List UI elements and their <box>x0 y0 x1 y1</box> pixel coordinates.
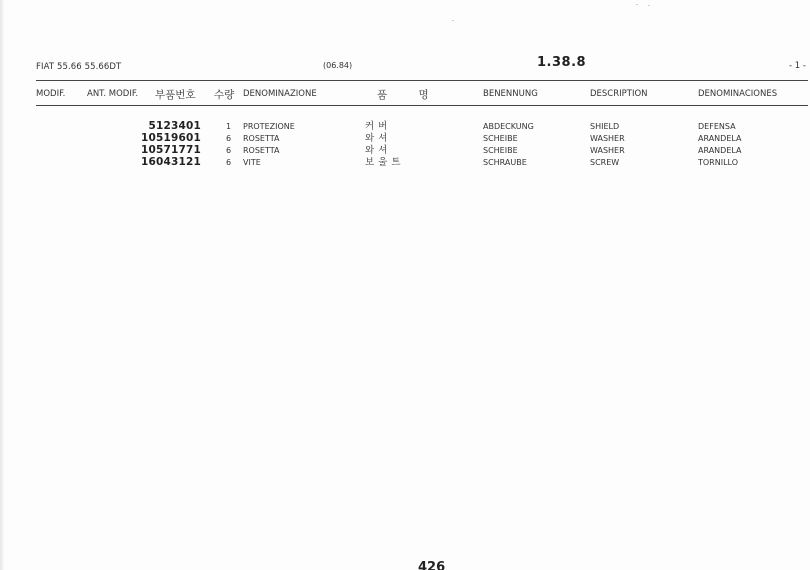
english-name: WASHER <box>590 146 625 155</box>
part-number: 16043121 <box>140 156 201 168</box>
part-number: 5123401 <box>148 120 201 132</box>
col-header-part-number: 부품번호 <box>155 89 196 101</box>
table-row <box>0 121 810 132</box>
scan-speck <box>648 5 650 6</box>
page-edge <box>0 0 4 570</box>
german-name: ABDECKUNG <box>483 122 534 131</box>
model-title: FIAT 55.66 55.66DT <box>36 62 122 72</box>
spanish-name: TORNILLO <box>698 158 739 167</box>
german-name: SCHEIBE <box>483 134 518 143</box>
english-name: SCREW <box>590 158 620 167</box>
english-name: WASHER <box>590 134 625 143</box>
section-number: 1.38.8 <box>537 55 587 70</box>
col-header-quantity: 수량 <box>214 89 235 101</box>
korean-name: 와셔 <box>365 145 392 156</box>
col-header-english: DESCRIPTION <box>590 89 648 99</box>
col-header-german: BENENNUNG <box>483 89 538 99</box>
italian-name: ROSETTA <box>243 146 280 155</box>
footer-page-mark: 426 <box>418 560 446 570</box>
korean-name: 와셔 <box>365 133 392 144</box>
scan-speck <box>636 4 638 5</box>
col-header-ant-modif: ANT. MODIF. <box>87 89 139 99</box>
quantity: 1 <box>226 122 232 131</box>
italian-name: PROTEZIONE <box>243 122 295 131</box>
table-row <box>0 157 810 168</box>
scan-speck <box>452 20 454 21</box>
spanish-name: DEFENSA <box>698 122 736 131</box>
header-bottom-rule <box>36 105 808 106</box>
col-header-italian: DENOMINAZIONE <box>243 89 317 99</box>
table-row <box>0 145 810 156</box>
korean-name: 보울트 <box>365 157 405 168</box>
spanish-name: ARANDELA <box>698 134 742 143</box>
spanish-name: ARANDELA <box>698 146 742 155</box>
page-number: - 1 - <box>789 61 806 71</box>
quantity: 6 <box>226 158 232 167</box>
col-header-modif: MODIF. <box>36 89 66 99</box>
english-name: SHIELD <box>590 122 620 131</box>
col-header-spanish: DENOMINACIONES <box>698 89 778 99</box>
part-number: 10571771 <box>140 144 201 156</box>
edition-date: (06.84) <box>323 61 353 70</box>
header-top-rule <box>36 80 808 81</box>
italian-name: ROSETTA <box>243 134 280 143</box>
german-name: SCHEIBE <box>483 146 518 155</box>
col-header-korean: 품 명 <box>377 89 443 101</box>
part-number: 10519601 <box>140 132 201 144</box>
quantity: 6 <box>226 146 232 155</box>
table-row <box>0 133 810 144</box>
korean-name: 커버 <box>365 121 392 132</box>
german-name: SCHRAUBE <box>483 158 527 167</box>
quantity: 6 <box>226 134 232 143</box>
italian-name: VITE <box>243 158 261 167</box>
